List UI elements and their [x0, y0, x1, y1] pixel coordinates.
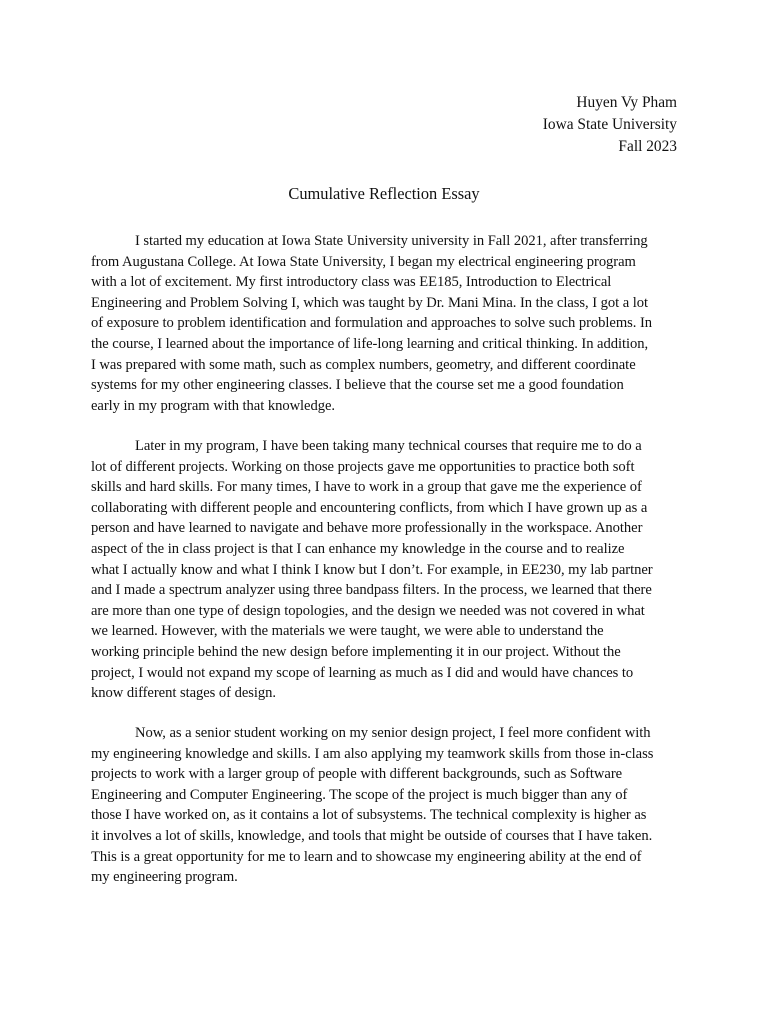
essay-title: Cumulative Reflection Essay	[288, 184, 480, 203]
paragraph-line: with a lot of excitement. My first introductory class was EE185, Introduction to Electrical	[91, 274, 612, 291]
author-term: Fall 2023	[618, 138, 677, 155]
paragraph-line: systems for my other engineering classes. I believe that the course set me a good foundation	[91, 377, 624, 394]
paragraph-line: those I have worked on, as it contains a lot of subsystems. The technical complexity is higher as	[91, 807, 647, 824]
paragraph-line: project, I would not expand my scope of learning as much as I did and would have chances to	[91, 664, 634, 681]
paragraph-line: are more than one type of design topologies, and the design we needed was not covered in what	[91, 602, 645, 619]
paragraph-line: Later in my program, I have been taking many technical courses that require me to do a	[135, 438, 642, 454]
paragraph-line: my engineering knowledge and skills. I am also applying my teamwork skills from those in-class	[91, 745, 654, 762]
paragraph-line: we learned. However, with the materials we were taught, we were able to understand the	[91, 623, 604, 640]
paragraph-line: what I actually know and what I think I know but I don’t. For example, in EE230, my lab partner	[91, 561, 653, 578]
paragraph-line: lot of different projects. Working on those projects gave me opportunities to practice both soft	[91, 458, 635, 475]
paragraph-line: person and have learned to navigate and behave more professionally in the workspace. Another	[91, 520, 643, 537]
paragraph-line: This is a great opportunity for me to learn and to showcase my engineering ability at the end of	[91, 848, 642, 865]
paragraph-line: know different stages of design.	[91, 685, 276, 702]
author-name: Huyen Vy Pham	[576, 94, 677, 111]
paragraph-1	[91, 231, 652, 416]
paragraph-line: Now, as a senior student working on my senior design project, I feel more confident with	[135, 725, 651, 741]
paragraph-line: from Augustana College. At Iowa State University, I began my electrical engineering program	[91, 253, 636, 270]
paragraph-line: of exposure to problem identification and formulation and approaches to solve such problems. In	[91, 315, 653, 332]
paragraph-line: I was prepared with some math, such as complex numbers, geometry, and different coordinate	[91, 356, 636, 373]
paragraph-line: collaborating with different people and encountering conflicts, from which I have grown up as a	[91, 499, 648, 516]
paragraph-line: working principle behind the new design before implementing it in our project. Without the	[91, 643, 621, 660]
paragraph-line: the course, I learned about the importance of life-long learning and critical thinking. In addition,	[91, 335, 649, 352]
author-header	[543, 92, 677, 158]
paragraph-line: aspect of the in class project is that I can enhance my knowledge in the course and to realize	[91, 540, 625, 557]
paragraph-line: Engineering and Computer Engineering. The scope of the project is much bigger than any of	[91, 786, 628, 803]
author-school: Iowa State University	[542, 116, 677, 133]
paragraph-3	[91, 723, 653, 888]
paragraph-2	[91, 436, 653, 704]
paragraph-line: it involves a lot of skills, knowledge, and tools that might be outside of courses that I have taken.	[91, 827, 653, 844]
paragraph-line: projects to work with a larger group of people with different backgrounds, such as Software	[91, 766, 623, 783]
paragraph-line: and I made a spectrum analyzer using three bandpass filters. In the process, we learned that there	[91, 582, 652, 599]
paragraph-line: I started my education at Iowa State University university in Fall 2021, after transferring	[135, 233, 648, 249]
paragraph-line: Engineering and Problem Solving I, which was taught by Dr. Mani Mina. In the class, I got a lot	[91, 294, 649, 311]
paragraph-line: my engineering program.	[91, 869, 238, 886]
paragraph-line: early in my program with that knowledge.	[91, 397, 336, 414]
paragraph-line: skills and hard skills. For many times, I have to work in a group that gave me the experience of	[91, 479, 642, 496]
